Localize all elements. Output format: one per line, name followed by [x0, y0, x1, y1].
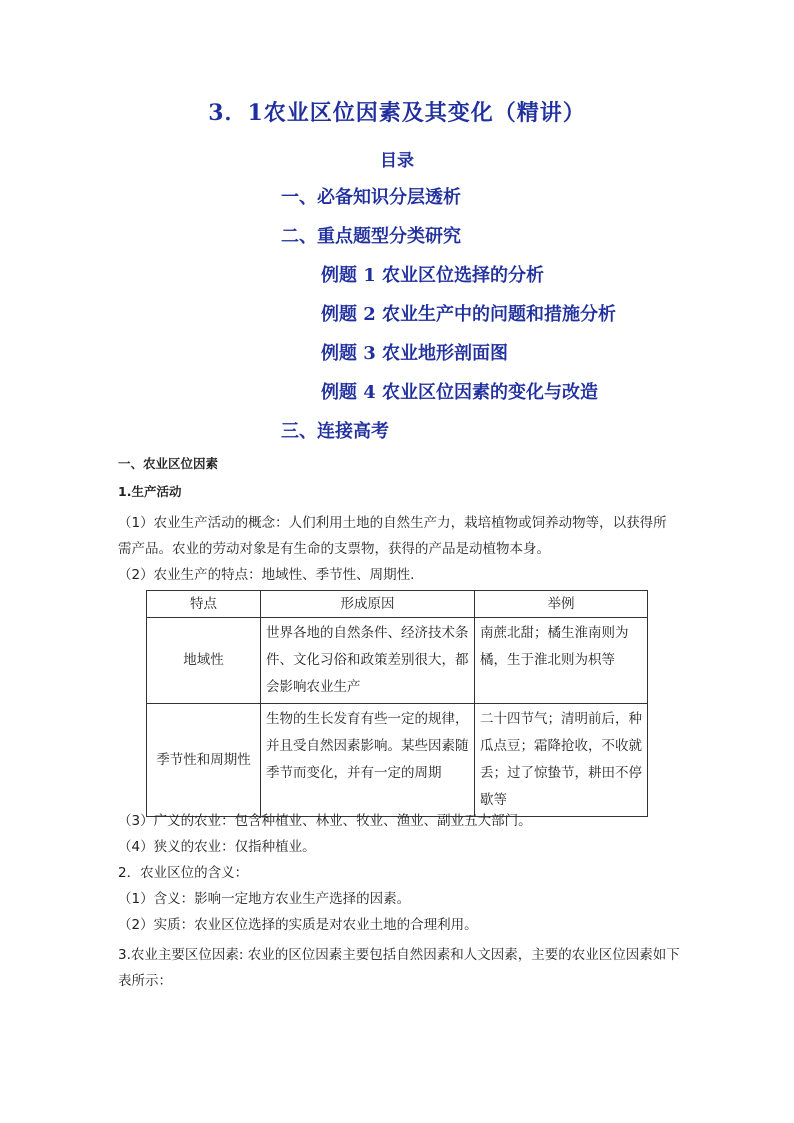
toc-item: 例题 2 农业生产中的问题和措施分析: [321, 304, 617, 325]
section-heading: 一、农业区位因素: [118, 456, 219, 471]
paragraph: 3.农业主要区位因素: 农业的区位因素主要包括自然因素和人文因素，主要的农业区位因素如下表所示：: [118, 947, 680, 989]
table-cell: 地域性: [147, 618, 261, 704]
toc-item: 例题 3 农业地形剖面图: [321, 343, 509, 364]
paragraph: （3）广义的农业：包含种植业、林业、牧业、渔业、副业五大部门。: [118, 813, 532, 829]
toc-heading: 目录: [380, 151, 414, 171]
table-cell: 南蔗北甜；橘生淮南则为橘，生于淮北则为枳等: [475, 618, 648, 704]
paragraph: （2）农业生产的特点：地域性、季节性、周期性.: [118, 567, 415, 583]
table-header-row: [147, 591, 648, 618]
toc-item: 二、重点题型分类研究: [281, 226, 461, 247]
table-row: [147, 618, 648, 704]
table-header: 特点: [147, 591, 261, 618]
toc-item: 一、必备知识分层透析: [281, 187, 461, 208]
table-cell: 季节性和周期性: [147, 704, 261, 817]
subsection-heading: 2．农业区位的含义：: [118, 865, 249, 881]
features-table: [146, 590, 648, 817]
toc-item: 三、连接高考: [281, 421, 389, 442]
document-title: 3．1农业区位因素及其变化（精讲）: [208, 100, 586, 126]
table-cell: 世界各地的自然条件、经济技术条件、文化习俗和政策差别很大，都会影响农业生产: [261, 618, 475, 704]
paragraph: （1）含义：影响一定地方农业生产选择的因素。: [118, 891, 411, 907]
paragraph: （2）实质：农业区位选择的实质是对农业土地的合理利用。: [118, 917, 478, 933]
table-cell: 二十四节气；清明前后，种瓜点豆；霜降抢收，不收就丢；过了惊蛰节，耕田不停歇等: [475, 704, 648, 817]
paragraph: （1）农业生产活动的概念：人们利用土地的自然生产力，栽培植物或饲养动物等，以获得所需产品。农业的劳动对象是有生命的支票物，获得的产品是动植物本身。: [118, 515, 667, 557]
toc-item: 例题 4 农业区位因素的变化与改造: [321, 382, 599, 403]
paragraph: （4）狭义的农业：仅指种植业。: [118, 839, 316, 855]
table-header: 举例: [475, 591, 648, 618]
toc-item: 例题 1 农业区位选择的分析: [321, 265, 545, 286]
table-cell: 生物的生长发育有些一定的规律，并且受自然因素影响。某些因素随季节而变化，并有一定的周期: [261, 704, 475, 817]
table-header: 形成原因: [261, 591, 475, 618]
subsection-heading: 1.生产活动: [118, 484, 182, 499]
table-row: [147, 704, 648, 817]
